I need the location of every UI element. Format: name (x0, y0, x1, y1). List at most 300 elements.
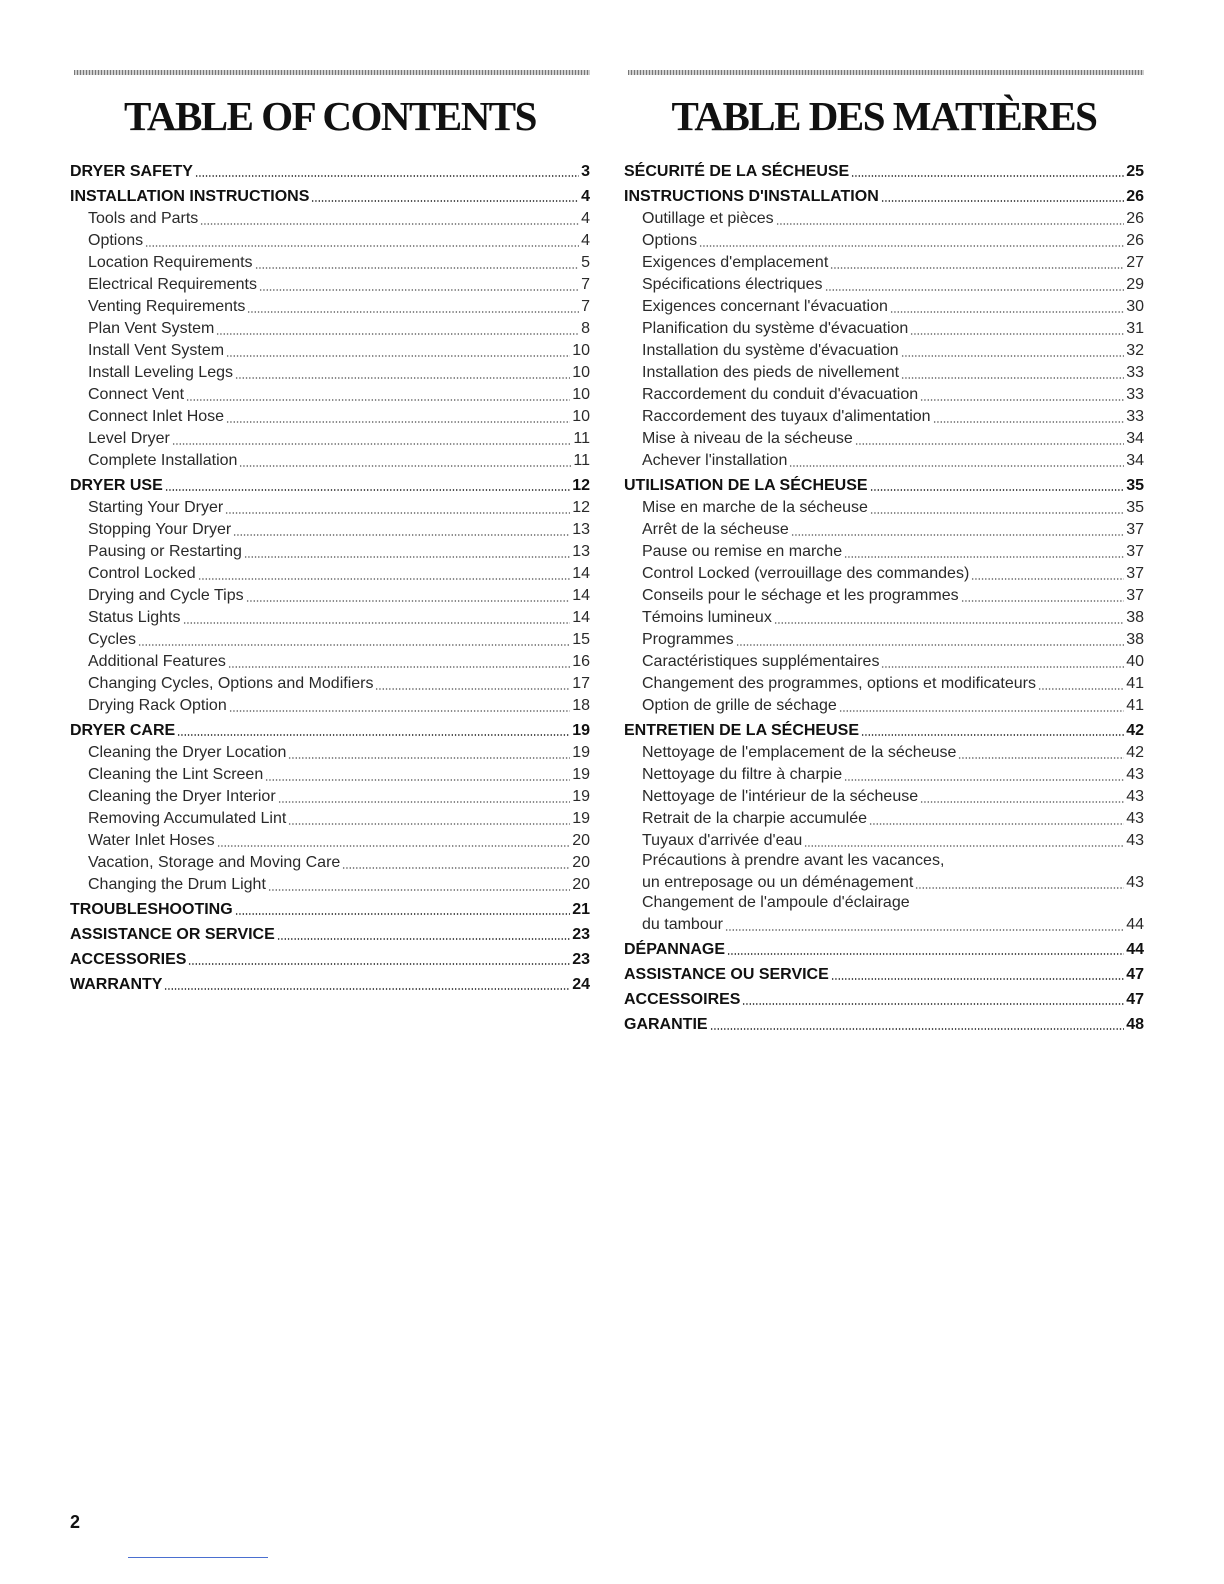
dot-leader (138, 644, 570, 646)
dot-leader (699, 245, 1124, 247)
toc-entry-label: Pause ou remise en marche (642, 543, 843, 560)
toc-subsection-entry (70, 873, 590, 895)
toc-entry-page: 43 (1126, 766, 1144, 783)
toc-subsection-entry (624, 807, 1144, 829)
toc-section-entry (624, 182, 1144, 207)
toc-section-entry (70, 970, 590, 995)
dot-leader (736, 644, 1125, 646)
dot-leader (1038, 688, 1124, 690)
dot-leader (278, 801, 571, 803)
toc-subsection-entry (624, 672, 1144, 694)
toc-entry-label: Stopping Your Dryer (88, 521, 232, 538)
toc-entry-label: Venting Requirements (88, 298, 246, 315)
decorative-rule (628, 70, 1144, 75)
toc-entry-label: Cleaning the Dryer Interior (88, 788, 276, 805)
toc-entry-label: Cleaning the Dryer Location (88, 744, 287, 761)
dot-leader (881, 666, 1124, 668)
toc-entry-page: 33 (1126, 386, 1144, 403)
toc-entry-label: Raccordement des tuyaux d'alimentation (642, 408, 931, 425)
toc-subsection-entry (624, 405, 1144, 427)
toc-subsection-entry (624, 785, 1144, 807)
dot-leader (870, 512, 1124, 514)
dot-leader (825, 289, 1125, 291)
dot-leader (164, 988, 570, 990)
toc-subsection-entry (624, 871, 1144, 893)
toc-entry-label: Précautions à prendre avant les vacances, (642, 852, 945, 869)
toc-entry-page: 30 (1126, 298, 1144, 315)
toc-subsection-entry (624, 606, 1144, 628)
dot-leader (839, 710, 1124, 712)
toc-entry-label: Tuyaux d'arrivée d'eau (642, 832, 803, 849)
english-toc-column (70, 70, 590, 995)
toc-subsection-entry (70, 317, 590, 339)
toc-subsection-entry (624, 913, 1144, 935)
toc-entry-label: Planification du système d'évacuation (642, 320, 909, 337)
toc-subsection-entry (70, 427, 590, 449)
toc-subsection-entry (70, 540, 590, 562)
toc-entry-label: Mise en marche de la sécheuse (642, 499, 868, 516)
toc-section-entry (70, 716, 590, 741)
dot-leader (920, 399, 1124, 401)
toc-entry-label: Programmes (642, 631, 734, 648)
dot-leader (183, 622, 571, 624)
toc-subsection-entry (624, 694, 1144, 716)
toc-entry-label: Mise à niveau de la sécheuse (642, 430, 853, 447)
toc-heading-english: TABLE OF CONTENTS (124, 93, 536, 139)
dot-leader (855, 443, 1124, 445)
dot-leader (961, 600, 1125, 602)
toc-subsection-entry (624, 207, 1144, 229)
toc-subsection-entry (624, 427, 1144, 449)
dot-leader (244, 556, 570, 558)
dot-leader (217, 845, 571, 847)
dot-leader (869, 823, 1124, 825)
toc-entry-label: Cycles (88, 631, 137, 648)
toc-entry-page: 4 (581, 188, 590, 205)
dot-leader (229, 710, 570, 712)
dot-leader (200, 223, 579, 225)
toc-subsection-entry (624, 851, 1144, 871)
toc-subsection-entry (70, 650, 590, 672)
dot-leader (226, 355, 570, 357)
toc-entry-label: Level Dryer (88, 430, 170, 447)
toc-subsection-entry (624, 339, 1144, 361)
toc-entry-label: Status Lights (88, 609, 181, 626)
toc-entry-page: 37 (1126, 521, 1144, 538)
toc-entry-page: 41 (1126, 675, 1144, 692)
toc-entry-label: Additional Features (88, 653, 226, 670)
toc-entry-page: 14 (572, 565, 590, 582)
toc-subsection-entry (70, 405, 590, 427)
dot-leader (145, 245, 579, 247)
dot-leader (188, 963, 570, 965)
toc-entry-label: Changement de l'ampoule d'éclairage (642, 894, 910, 911)
dot-leader (920, 801, 1124, 803)
dot-leader (831, 978, 1124, 980)
toc-entry-label: Installation du système d'évacuation (642, 342, 899, 359)
toc-entry-label: INSTRUCTIONS D'INSTALLATION (624, 188, 879, 205)
toc-entry-label: Water Inlet Hoses (88, 832, 215, 849)
toc-entry-label: Vacation, Storage and Moving Care (88, 854, 341, 871)
toc-subsection-entry (624, 650, 1144, 672)
toc-entry-label: DRYER CARE (70, 722, 176, 739)
toc-subsection-entry (624, 518, 1144, 540)
toc-entry-page: 20 (572, 854, 590, 871)
dot-leader (216, 333, 579, 335)
dot-leader (725, 929, 1124, 931)
toc-entry-label: Pausing or Restarting (88, 543, 242, 560)
toc-entry-label: un entreposage ou un déménagement (642, 874, 914, 891)
toc-subsection-entry (70, 851, 590, 873)
dot-leader (830, 267, 1124, 269)
toc-entry-label: Nettoyage de l'intérieur de la sécheuse (642, 788, 919, 805)
dot-leader (226, 421, 570, 423)
dot-leader (259, 289, 579, 291)
dot-leader (870, 489, 1125, 491)
toc-entry-page: 24 (572, 976, 590, 993)
toc-entry-page: 19 (572, 722, 590, 739)
toc-entry-page: 40 (1126, 653, 1144, 670)
toc-entry-label: ENTRETIEN DE LA SÉCHEUSE (624, 722, 859, 739)
toc-entry-page: 26 (1126, 188, 1144, 205)
toc-entry-page: 3 (581, 163, 590, 180)
dot-leader (268, 889, 570, 891)
toc-subsection-entry (70, 251, 590, 273)
toc-subsection-entry (624, 893, 1144, 913)
dot-leader (844, 556, 1124, 558)
toc-entry-page: 4 (581, 210, 590, 227)
toc-entry-label: Retrait de la charpie accumulée (642, 810, 868, 827)
toc-subsection-entry (624, 229, 1144, 251)
toc-entry-page: 19 (572, 788, 590, 805)
toc-entry-page: 26 (1126, 232, 1144, 249)
dot-leader (774, 622, 1124, 624)
dot-leader (804, 845, 1124, 847)
toc-subsection-entry (70, 584, 590, 606)
toc-entry-label: Control Locked (88, 565, 196, 582)
toc-subsection-entry (624, 741, 1144, 763)
dot-leader (311, 200, 579, 202)
toc-entry-page: 15 (572, 631, 590, 648)
toc-entry-label: Install Leveling Legs (88, 364, 233, 381)
toc-subsection-entry (70, 339, 590, 361)
toc-entry-page: 33 (1126, 364, 1144, 381)
toc-subsection-entry (70, 496, 590, 518)
toc-section-entry (70, 895, 590, 920)
dot-leader (901, 377, 1124, 379)
toc-entry-label: Nettoyage de l'emplacement de la sécheuse (642, 744, 957, 761)
toc-entry-page: 20 (572, 876, 590, 893)
dot-leader (233, 534, 570, 536)
toc-subsection-entry (70, 672, 590, 694)
toc-subsection-entry (70, 229, 590, 251)
toc-section-entry (624, 157, 1144, 182)
dot-leader (288, 757, 570, 759)
dot-leader (265, 779, 570, 781)
toc-entry-label: Removing Accumulated Lint (88, 810, 287, 827)
toc-entry-label: Cleaning the Lint Screen (88, 766, 264, 783)
toc-entry-page: 14 (572, 609, 590, 626)
dot-leader (971, 578, 1124, 580)
toc-entry-page: 7 (581, 298, 590, 315)
dot-leader (881, 200, 1124, 202)
toc-entries-french (624, 157, 1144, 1035)
dot-leader (844, 779, 1124, 781)
dot-leader (958, 757, 1124, 759)
dot-leader (375, 688, 570, 690)
toc-subsection-entry (624, 628, 1144, 650)
toc-subsection-entry (624, 449, 1144, 471)
toc-entry-page: 37 (1126, 543, 1144, 560)
toc-section-entry (624, 716, 1144, 741)
dot-leader (915, 887, 1124, 889)
toc-entry-label: ACCESSORIES (70, 951, 187, 968)
toc-entry-page: 7 (581, 276, 590, 293)
dot-leader (235, 377, 570, 379)
toc-subsection-entry (624, 361, 1144, 383)
toc-subsection-entry (70, 829, 590, 851)
toc-entry-page: 21 (572, 901, 590, 918)
toc-entry-page: 16 (572, 653, 590, 670)
toc-section-entry (70, 157, 590, 182)
dot-leader (776, 223, 1125, 225)
toc-section-entry (624, 985, 1144, 1010)
dot-leader (890, 311, 1124, 313)
toc-entry-label: Raccordement du conduit d'évacuation (642, 386, 919, 403)
toc-entry-label: INSTALLATION INSTRUCTIONS (70, 188, 310, 205)
dot-leader (791, 534, 1124, 536)
dot-leader (186, 399, 570, 401)
toc-entry-page: 23 (572, 951, 590, 968)
toc-entry-label: DÉPANNAGE (624, 941, 726, 958)
toc-section-entry (70, 945, 590, 970)
toc-section-entry (70, 920, 590, 945)
dot-leader (239, 465, 571, 467)
toc-entry-page: 10 (572, 386, 590, 403)
page-number: 2 (70, 1512, 81, 1532)
toc-entry-page: 44 (1126, 941, 1144, 958)
toc-entry-page: 12 (572, 477, 590, 494)
toc-entry-label: Caractéristiques supplémentaires (642, 653, 880, 670)
toc-entry-page: 41 (1126, 697, 1144, 714)
toc-entry-label: Installation des pieds de nivellement (642, 364, 900, 381)
toc-entry-page: 19 (572, 766, 590, 783)
toc-section-entry (70, 182, 590, 207)
toc-subsection-entry (624, 383, 1144, 405)
toc-subsection-entry (70, 606, 590, 628)
toc-entry-label: Changement des programmes, options et modificateurs (642, 675, 1036, 692)
toc-entry-label: Complete Installation (88, 452, 238, 469)
toc-entry-label: Achever l'installation (642, 452, 788, 469)
toc-section-entry (70, 471, 590, 496)
toc-entry-page: 25 (1126, 163, 1144, 180)
toc-entry-page: 19 (572, 744, 590, 761)
toc-entry-page: 10 (572, 342, 590, 359)
toc-section-entry (624, 960, 1144, 985)
dot-leader (228, 666, 570, 668)
dot-leader (710, 1028, 1125, 1030)
toc-entry-label: Control Locked (verrouillage des commandes) (642, 565, 970, 582)
toc-entry-label: Conseils pour le séchage et les programmes (642, 587, 959, 604)
toc-entry-page: 13 (572, 543, 590, 560)
toc-entry-label: DRYER SAFETY (70, 163, 193, 180)
toc-entry-page: 35 (1126, 499, 1144, 516)
toc-entry-label: Options (642, 232, 698, 249)
toc-entry-page: 17 (572, 675, 590, 692)
toc-subsection-entry (70, 807, 590, 829)
toc-entry-page: 8 (581, 320, 590, 337)
dot-leader (165, 489, 570, 491)
toc-entry-page: 29 (1126, 276, 1144, 293)
toc-entry-page: 23 (572, 926, 590, 943)
toc-entry-label: Connect Inlet Hose (88, 408, 225, 425)
toc-entry-page: 31 (1126, 320, 1144, 337)
toc-section-entry (624, 935, 1144, 960)
toc-entry-label: Tools and Parts (88, 210, 199, 227)
toc-entry-label: du tambour (642, 916, 723, 933)
toc-subsection-entry (624, 562, 1144, 584)
toc-entry-page: 38 (1126, 609, 1144, 626)
toc-entry-page: 34 (1126, 452, 1144, 469)
footer-rule (128, 1557, 268, 1558)
toc-entry-label: ASSISTANCE OU SERVICE (624, 966, 829, 983)
toc-entry-page: 43 (1126, 788, 1144, 805)
toc-entry-page: 14 (572, 587, 590, 604)
toc-section-entry (624, 471, 1144, 496)
dot-leader (933, 421, 1125, 423)
dot-leader (342, 867, 570, 869)
toc-entry-label: Exigences d'emplacement (642, 254, 829, 271)
toc-entry-page: 13 (572, 521, 590, 538)
toc-entry-page: 43 (1126, 874, 1144, 891)
dot-leader (177, 734, 570, 736)
toc-entry-page: 19 (572, 810, 590, 827)
toc-entry-label: Témoins lumineux (642, 609, 772, 626)
toc-subsection-entry (70, 207, 590, 229)
toc-entry-label: Connect Vent (88, 386, 185, 403)
toc-entry-page: 38 (1126, 631, 1144, 648)
toc-entry-label: Drying and Cycle Tips (88, 587, 244, 604)
dot-leader (198, 578, 571, 580)
toc-entry-page: 11 (573, 430, 590, 447)
toc-entry-page: 32 (1126, 342, 1144, 359)
toc-entry-page: 44 (1126, 916, 1144, 933)
dot-leader (172, 443, 572, 445)
toc-entry-label: ASSISTANCE OR SERVICE (70, 926, 275, 943)
toc-entry-page: 48 (1126, 1016, 1144, 1033)
toc-entry-page: 34 (1126, 430, 1144, 447)
toc-entry-label: DRYER USE (70, 477, 163, 494)
toc-entry-label: Changing the Drum Light (88, 876, 266, 893)
toc-subsection-entry (624, 317, 1144, 339)
toc-entry-page: 43 (1126, 832, 1144, 849)
toc-entry-page: 37 (1126, 587, 1144, 604)
dot-leader (742, 1003, 1124, 1005)
toc-entries-english (70, 157, 590, 995)
toc-subsection-entry (624, 273, 1144, 295)
toc-entry-label: Changing Cycles, Options and Modifiers (88, 675, 374, 692)
toc-subsection-entry (624, 540, 1144, 562)
toc-entry-page: 4 (581, 232, 590, 249)
toc-entry-label: Outillage et pièces (642, 210, 774, 227)
toc-subsection-entry (70, 449, 590, 471)
toc-subsection-entry (70, 741, 590, 763)
toc-entry-page: 10 (572, 364, 590, 381)
toc-entry-page: 42 (1126, 722, 1144, 739)
decorative-rule (74, 70, 590, 75)
french-toc-column (624, 70, 1144, 1035)
toc-entry-page: 27 (1126, 254, 1144, 271)
dot-leader (255, 267, 580, 269)
toc-entry-label: Arrêt de la sécheuse (642, 521, 789, 538)
toc-subsection-entry (70, 694, 590, 716)
dot-leader (277, 938, 570, 940)
toc-entry-page: 43 (1126, 810, 1144, 827)
toc-subsection-entry (70, 562, 590, 584)
toc-subsection-entry (70, 361, 590, 383)
toc-entry-page: 33 (1126, 408, 1144, 425)
toc-entry-label: Spécifications électriques (642, 276, 823, 293)
toc-entry-label: ACCESSOIRES (624, 991, 741, 1008)
toc-entry-page: 37 (1126, 565, 1144, 582)
toc-entry-page: 35 (1126, 477, 1144, 494)
toc-subsection-entry (70, 295, 590, 317)
toc-entry-page: 42 (1126, 744, 1144, 761)
toc-subsection-entry (624, 251, 1144, 273)
toc-entry-label: UTILISATION DE LA SÉCHEUSE (624, 477, 868, 494)
dot-leader (851, 175, 1124, 177)
toc-entry-label: Plan Vent System (88, 320, 215, 337)
dot-leader (195, 175, 579, 177)
toc-entry-page: 12 (572, 499, 590, 516)
toc-entry-label: TROUBLESHOOTING (70, 901, 233, 918)
toc-entry-page: 20 (572, 832, 590, 849)
dot-leader (247, 311, 579, 313)
toc-subsection-entry (70, 383, 590, 405)
toc-entry-page: 26 (1126, 210, 1144, 227)
toc-entry-label: GARANTIE (624, 1016, 708, 1033)
dot-leader (901, 355, 1125, 357)
dot-leader (910, 333, 1124, 335)
dot-leader (789, 465, 1124, 467)
toc-subsection-entry (70, 763, 590, 785)
dot-leader (235, 913, 571, 915)
toc-subsection-entry (70, 518, 590, 540)
toc-subsection-entry (70, 785, 590, 807)
toc-section-entry (624, 1010, 1144, 1035)
toc-subsection-entry (70, 628, 590, 650)
toc-entry-page: 47 (1126, 966, 1144, 983)
toc-entry-label: Electrical Requirements (88, 276, 257, 293)
toc-entry-label: Options (88, 232, 144, 249)
toc-entry-label: Exigences concernant l'évacuation (642, 298, 888, 315)
toc-entry-label: Location Requirements (88, 254, 253, 271)
toc-entry-label: SÉCURITÉ DE LA SÉCHEUSE (624, 163, 850, 180)
toc-subsection-entry (624, 584, 1144, 606)
toc-subsection-entry (70, 273, 590, 295)
toc-entry-label: WARRANTY (70, 976, 163, 993)
toc-entry-page: 47 (1126, 991, 1144, 1008)
toc-entry-page: 18 (572, 697, 590, 714)
toc-entry-page: 11 (573, 452, 590, 469)
toc-entry-page: 10 (572, 408, 590, 425)
toc-entry-label: Nettoyage du filtre à charpie (642, 766, 843, 783)
toc-entry-label: Starting Your Dryer (88, 499, 224, 516)
toc-entry-page: 5 (581, 254, 590, 271)
dot-leader (225, 512, 570, 514)
dot-leader (288, 823, 570, 825)
toc-subsection-entry (624, 295, 1144, 317)
